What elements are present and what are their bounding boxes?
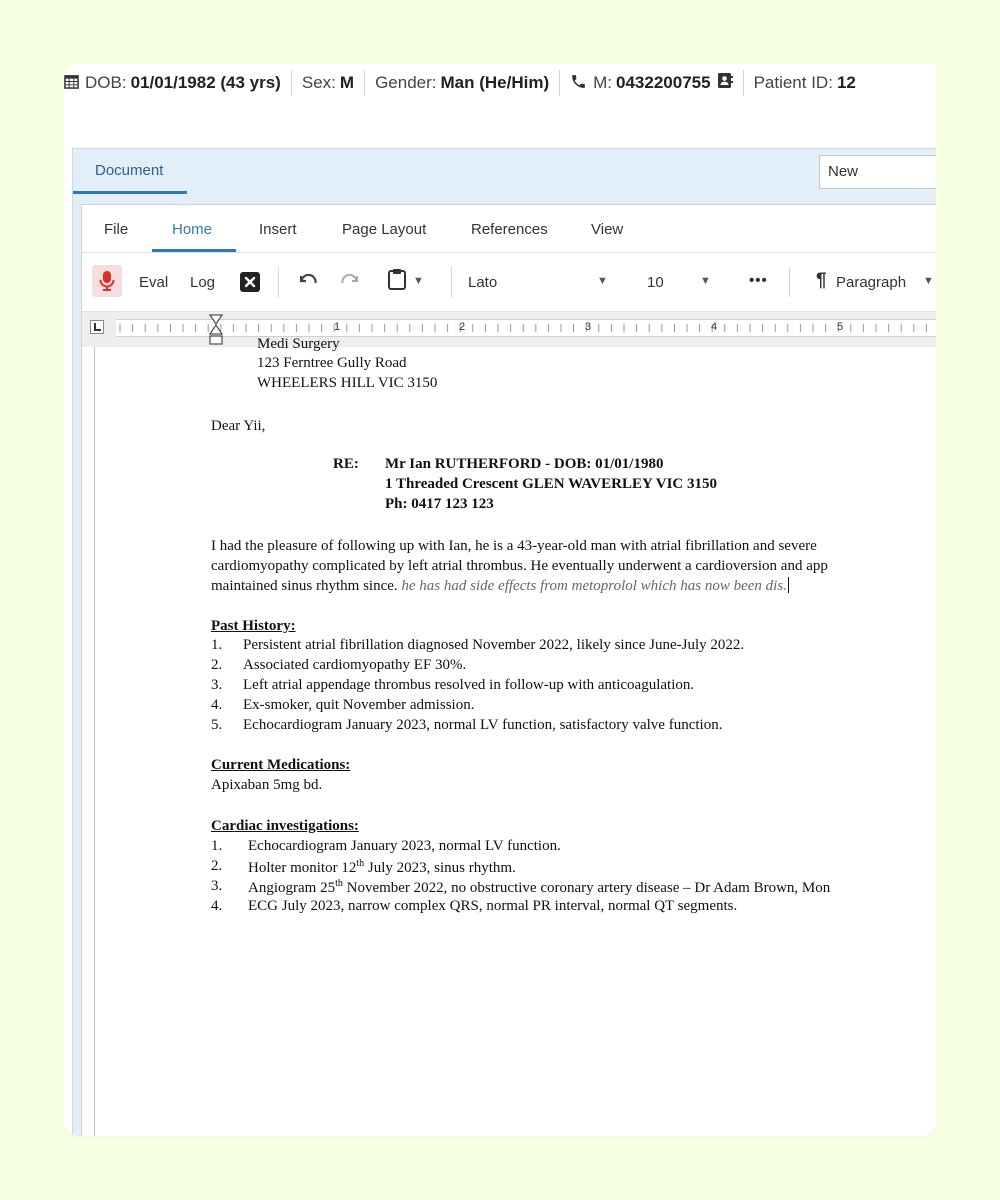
ruler-number: 4: [711, 321, 718, 333]
chevron-down-icon[interactable]: ▼: [413, 275, 424, 287]
gender-value: Man (He/Him): [440, 73, 550, 92]
list-item-text: Left atrial appendage thrombus resolved in follow-up with anticoagulation.: [243, 677, 695, 693]
paragraph-icon[interactable]: ¶: [816, 270, 827, 291]
redo-icon[interactable]: [340, 273, 362, 293]
list-number: 1.: [211, 838, 223, 854]
dob-field: [64, 73, 291, 93]
patient-id-value: 12: [836, 73, 856, 92]
list-number: 1.: [211, 637, 223, 653]
address-line: WHEELERS HILL VIC 3150: [257, 375, 438, 391]
list-item-text-part: November 2022, no obstructive coronary artery disease – Dr Adam Brown, Mon: [342, 880, 831, 896]
gender-label: Gender:: [375, 73, 437, 92]
sex-field: [292, 73, 364, 93]
list-item-text: [248, 898, 737, 915]
ruler-number: 1: [334, 321, 341, 333]
list-item: [211, 838, 561, 855]
ruler-number: 5: [837, 321, 844, 333]
divider: [451, 267, 452, 297]
dob-value: 01/01/1982 (43 yrs): [130, 73, 281, 92]
text-cursor: [788, 577, 789, 593]
section-heading: Cardiac investigations:: [211, 818, 359, 834]
section-heading: Past History:: [211, 618, 296, 634]
chevron-down-icon[interactable]: ▼: [923, 275, 934, 287]
dictation-text: he has had side effects from metoprolol which has now been dis.: [401, 578, 787, 594]
salutation: Dear Yii,: [211, 418, 266, 434]
page-canvas[interactable]: [82, 336, 936, 1136]
list-item: [211, 858, 516, 876]
list-item-text: Associated cardiomyopathy EF 30%.: [243, 657, 467, 673]
list-number: 2.: [211, 657, 223, 673]
ruler-number: 2: [459, 321, 466, 333]
list-item-text-part: July 2023, sinus rhythm.: [364, 860, 516, 876]
tab-document[interactable]: Document: [73, 149, 187, 194]
list-item: [211, 637, 745, 654]
document-panel: [72, 148, 936, 1136]
list-item: [211, 878, 831, 896]
active-tab-indicator: [152, 249, 236, 252]
menu-insert[interactable]: Insert: [259, 221, 297, 238]
re-line: Mr Ian RUTHERFORD - DOB: 01/01/1980: [385, 456, 664, 472]
formatting-toolbar: [82, 253, 936, 312]
font-size-select[interactable]: 10: [647, 274, 664, 291]
re-label: RE:: [333, 456, 359, 472]
list-item: [211, 697, 475, 714]
more-options-button[interactable]: •••: [749, 272, 768, 289]
address-line: 123 Ferntree Gully Road: [257, 355, 407, 371]
list-number: 4.: [211, 898, 223, 914]
indent-marker-icon[interactable]: [208, 314, 224, 348]
mobile-field: [560, 72, 742, 94]
microphone-icon: [99, 271, 115, 291]
list-number: 3.: [211, 677, 223, 693]
gender-field: [365, 73, 559, 93]
sex-label: Sex:: [301, 73, 336, 92]
list-item-text-part: ECG July 2023, narrow complex QRS, normal PR interval, normal QT segments.: [248, 898, 738, 914]
list-number: 4.: [211, 697, 223, 713]
ruler: [82, 312, 936, 347]
close-icon[interactable]: [240, 272, 260, 296]
template-select[interactable]: New: [819, 155, 936, 189]
menu-page-layout[interactable]: Page Layout: [342, 221, 427, 238]
list-item-text: [248, 878, 830, 897]
ordinal-suffix: th: [335, 878, 343, 889]
section-heading: Current Medications:: [211, 757, 351, 773]
phone-icon: [570, 73, 587, 94]
medication-line: Apixaban 5mg bd.: [211, 777, 323, 793]
paragraph-line: cardiomyopathy complicated by left atrial thrombus. He eventually underwent a cardioversion and app: [211, 558, 828, 574]
chevron-down-icon[interactable]: ▼: [700, 275, 711, 287]
menu-references[interactable]: References: [471, 221, 548, 238]
menu-file[interactable]: File: [104, 221, 129, 238]
page-margin-line: [94, 347, 95, 1136]
app-window: [64, 64, 936, 1136]
undo-icon[interactable]: [296, 273, 318, 293]
list-item-text-part: Holter monitor 12: [248, 860, 357, 876]
ruler-number: 3: [585, 321, 592, 333]
menu-view[interactable]: View: [591, 221, 624, 238]
tab-stop-selector[interactable]: [90, 320, 104, 334]
list-item: [211, 677, 695, 694]
paragraph-text: maintained sinus rhythm since.: [211, 578, 398, 594]
paragraph-line: I had the pleasure of following up with Ian, he is a 43-year-old man with atrial fibrillation and severe: [211, 538, 817, 554]
menu-home[interactable]: Home: [172, 221, 213, 238]
list-item: [211, 657, 467, 674]
divider: [278, 267, 279, 297]
divider: [789, 267, 790, 297]
list-number: 2.: [211, 858, 223, 874]
patient-id-field: [744, 73, 866, 93]
document-editor: [81, 204, 936, 1136]
list-item-text-part: Angiogram 25: [248, 880, 336, 896]
ribbon-menu: [82, 205, 936, 253]
paragraph-style-select[interactable]: Paragraph: [836, 274, 907, 291]
ordinal-suffix: th: [356, 858, 365, 869]
chevron-down-icon[interactable]: ▼: [597, 275, 608, 287]
address-line: Medi Surgery: [257, 336, 340, 352]
clipboard-icon[interactable]: [387, 268, 407, 294]
ruler-scale: [116, 319, 936, 337]
microphone-button[interactable]: [92, 265, 122, 297]
font-family-select[interactable]: Lato: [468, 274, 498, 291]
patient-id-label: Patient ID:: [753, 73, 833, 92]
mobile-value: 0432200755: [616, 73, 711, 92]
list-item-text: Echocardiogram January 2023, normal LV function, satisfactory valve function.: [243, 717, 723, 733]
list-number: 3.: [211, 878, 223, 894]
contact-card-icon[interactable]: [717, 72, 733, 94]
sex-value: M: [339, 73, 355, 92]
re-line: Ph: 0417 123 123: [385, 496, 494, 512]
list-item-text: Ex-smoker, quit November admission.: [243, 697, 475, 713]
paragraph-line: [211, 577, 789, 595]
mobile-label: M:: [593, 73, 613, 92]
list-item-text-part: Echocardiogram January 2023, normal LV function.: [248, 838, 561, 854]
list-item-text: [248, 838, 561, 855]
calendar-icon: [64, 74, 79, 93]
log-button[interactable]: Log: [190, 274, 216, 291]
list-item-text: Persistent atrial fibrillation diagnosed November 2022, likely since June-July 2022.: [243, 637, 745, 653]
patient-info-bar: [64, 64, 936, 102]
list-item: [211, 898, 738, 915]
eval-button[interactable]: Eval: [139, 274, 169, 291]
dob-label: DOB:: [85, 73, 127, 92]
list-item-text: [248, 858, 516, 877]
list-number: 5.: [211, 717, 223, 733]
re-line: 1 Threaded Crescent GLEN WAVERLEY VIC 3150: [385, 476, 717, 492]
list-item: [211, 717, 723, 734]
